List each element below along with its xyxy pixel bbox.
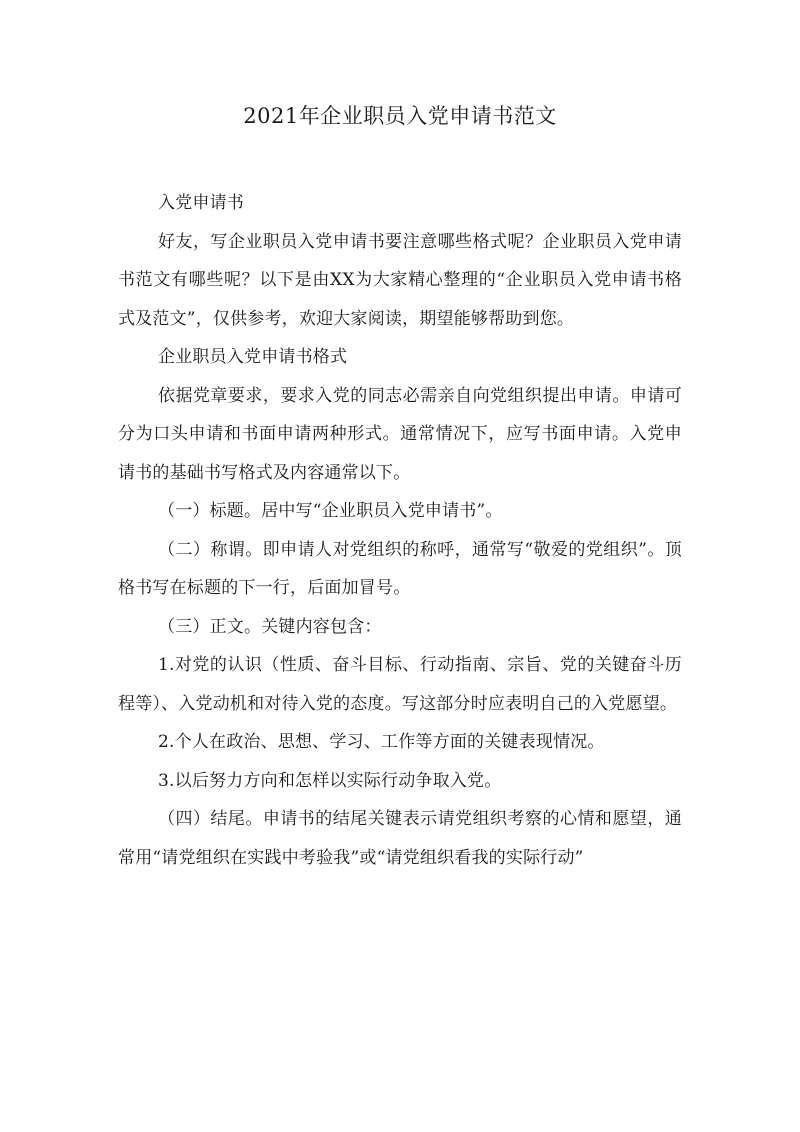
- paragraph-body-section: （三）正文。关键内容包含：: [158, 616, 382, 637]
- list-item-direction: 3.以后努力方向和怎样以实际行动争取入党。: [158, 770, 502, 791]
- paragraph-ending-section: （四）结尾。申请书的结尾关键表示请党组织考察的心情和愿望，通常用“请党组织在实践中考验我”或“请党组织看我的实际行动”: [118, 809, 682, 868]
- paragraph-salutation-section: （二）称谓。即申请人对党组织的称呼，通常写“敬爱的党组织”。顶格书写在标题的下一行，后面加冒号。: [118, 539, 682, 598]
- list-item-performance: 2.个人在政治、思想、学习、工作等方面的关键表现情况。: [158, 732, 605, 752]
- paragraph-heading-format: 企业职员入党申请书格式: [158, 347, 348, 367]
- paragraph-requirements: 依据党章要求，要求入党的同志必需亲自向党组织提出申请。申请可分为口头申请和书面申请两种形式。通常情况下，应写书面申请。入党申请书的基础书写格式及内容通常以下。: [118, 385, 682, 483]
- paragraph-intro: 好友，写企业职员入党申请书要注意哪些格式呢？企业职员入党申请书范文有哪些呢？以下是由XX为大家精心整理的“企业职员入党申请书格式及范文”，仅供参考，欢迎大家阅读，期望能够帮助到您。: [118, 231, 682, 329]
- paragraph-heading-application: 入党申请书: [158, 193, 244, 213]
- paragraph-title-section: （一）标题。居中写“企业职员入党申请书”。: [158, 501, 503, 521]
- list-item-understanding: 1.对党的认识（性质、奋斗目标、行动指南、宗旨、党的关键奋斗历程等）、入党动机和对待入党的态度。写这部分时应表明自己的入党愿望。: [118, 655, 682, 714]
- document-title: 2021年企业职员入党申请书范文: [243, 104, 557, 128]
